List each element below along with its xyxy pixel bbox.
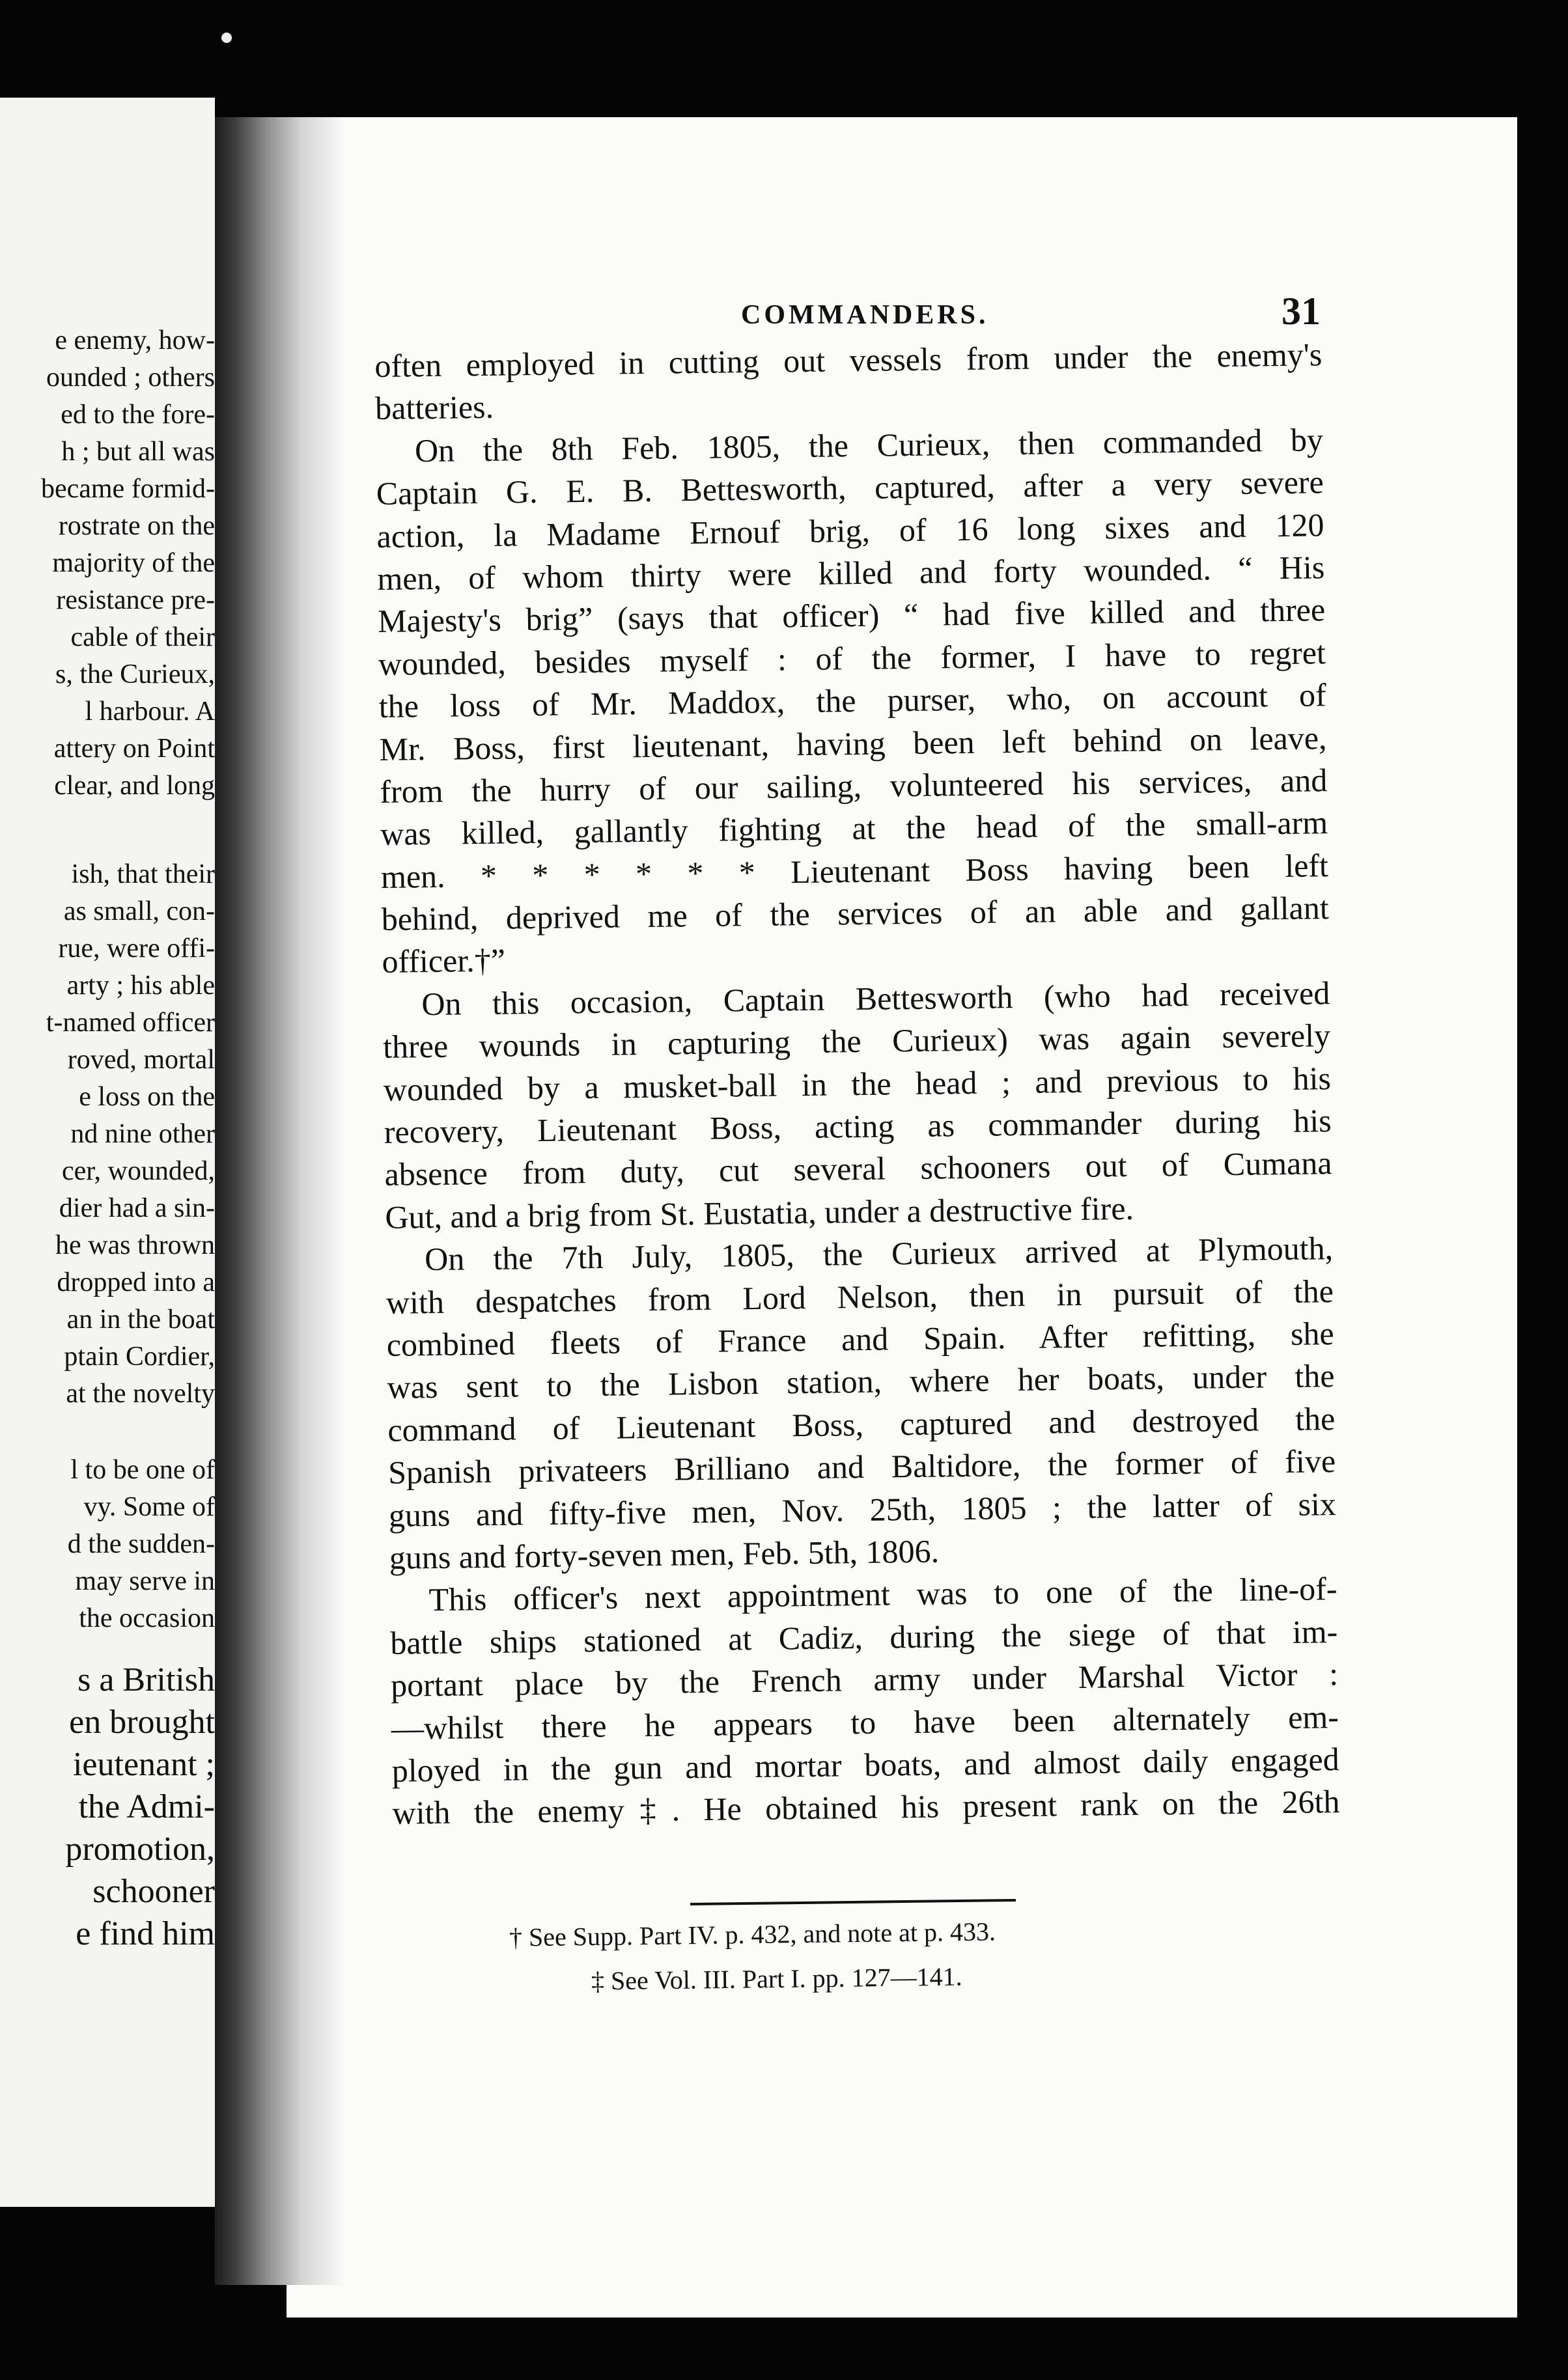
page-number: 31: [1281, 290, 1321, 333]
text-line: absence from duty, cut several schooners out of Cumana: [384, 1144, 1332, 1193]
text-line: three wounds in capturing the Curieux) was again severely: [382, 1017, 1331, 1066]
text-line: combined fleets of France and Spain. After refitting, she: [386, 1315, 1334, 1363]
left-line: may serve in: [75, 1566, 215, 1596]
text-line: men, of whom thirty were killed and forty wounded. “ His: [377, 549, 1325, 597]
text-line: guns and forty-seven men, Feb. 5th, 1806.: [389, 1532, 940, 1576]
text-line: ployed in the gun and mortar boats, and almost daily engaged: [391, 1740, 1339, 1789]
text-line: —whilst there he appears to have been alternately em-: [391, 1698, 1339, 1747]
text-line: Mr. Boss, first lieutenant, having been left behind on leave,: [379, 719, 1327, 768]
left-line: clear, and long: [54, 771, 215, 801]
footnote-2: ‡ See Vol. III. Part I. pp. 127—141.: [591, 1961, 962, 1996]
text-line: This officer's next appointment was to one of the line-of-: [428, 1570, 1337, 1618]
text-line: with despatches from Lord Nelson, then in pursuit of the: [385, 1272, 1334, 1321]
left-line: e find him: [76, 1915, 215, 1952]
left-line: ish, that their: [71, 859, 215, 889]
left-line: at the novelty: [66, 1379, 215, 1409]
left-line: promotion,: [65, 1831, 215, 1868]
left-line: cable of their: [70, 622, 215, 652]
scan-speck: [221, 33, 232, 43]
left-line: dier had a sin-: [59, 1193, 215, 1223]
text-line: from the hurry of our sailing, volunteered his services, and: [380, 762, 1328, 810]
left-line: attery on Point: [53, 734, 215, 764]
text-line: Spanish privateers Brilliano and Baltidore, the former of five: [387, 1443, 1336, 1491]
text-line: men. * * * * * * Lieutenant Boss having been left: [380, 846, 1329, 895]
text-line: was killed, gallantly fighting at the head of the small-arm: [380, 804, 1328, 853]
left-page-fragment: [0, 98, 215, 2207]
text-line: command of Lieutenant Boss, captured and destroyed the: [387, 1400, 1336, 1448]
text-line: recovery, Lieutenant Boss, acting as commander during his: [384, 1102, 1332, 1150]
left-line: d the sudden-: [67, 1529, 215, 1559]
text-line: often employed in cutting out vessels from under the enemy's: [374, 336, 1323, 384]
text-line: wounded by a musket-ball in the head ; and previous to his: [383, 1059, 1332, 1108]
text-line: the loss of Mr. Maddox, the purser, who, on account of: [378, 676, 1327, 725]
text-line: officer.†”: [382, 942, 506, 980]
text-line: guns and fifty-five men, Nov. 25th, 1805 ; the latter of six: [388, 1485, 1337, 1534]
left-line: l to be one of: [70, 1455, 215, 1485]
left-line: rostrate on the: [58, 511, 215, 541]
text-line: On the 8th Feb. 1805, the Curieux, then commanded by: [414, 421, 1324, 469]
left-line: s, the Curieux,: [55, 659, 215, 689]
text-line: batteries.: [374, 389, 494, 427]
text-line: action, la Madame Ernouf brig, of 16 long sixes and 120: [376, 506, 1324, 555]
body-text: [374, 333, 1340, 1834]
text-line: Gut, and a brig from St. Eustatia, under a destructive fire.: [385, 1189, 1134, 1236]
left-line: rue, were offi-: [58, 934, 215, 963]
book-gutter-shadow: [215, 117, 345, 2285]
left-line: an in the boat: [66, 1305, 215, 1335]
left-line: ed to the fore-: [61, 400, 215, 430]
text-line: portant place by the French army under Marshal Victor :: [390, 1655, 1339, 1704]
text-line: On this occasion, Captain Bettesworth (who had received: [421, 975, 1330, 1023]
left-line: vy. Some of: [83, 1492, 215, 1522]
running-head: COMMANDERS.: [741, 300, 989, 330]
left-line: t-named officer: [46, 1008, 215, 1038]
text-line: Captain G. E. B. Bettesworth, captured, after a very severe: [376, 464, 1324, 512]
left-line: he was thrown: [55, 1230, 215, 1260]
text-line: Majesty's brig” (says that officer) “ had five killed and three: [377, 591, 1326, 640]
text-line: wounded, besides myself : of the former, I have to regret: [378, 633, 1326, 682]
left-line: en brought: [69, 1704, 215, 1741]
left-line: ptain Cordier,: [64, 1342, 215, 1372]
left-line: the Admi-: [78, 1788, 215, 1825]
text-line: battle ships stationed at Cadiz, during the siege of that im-: [390, 1612, 1338, 1661]
text-line: behind, deprived me of the services of an able and gallant: [381, 889, 1330, 938]
left-line: ounded ; others: [46, 363, 215, 393]
footnote-1: † See Supp. Part IV. p. 432, and note at p. 433.: [509, 1916, 996, 1952]
left-line: cer, wounded,: [61, 1156, 215, 1186]
text-line: was sent to the Lisbon station, where her boats, under the: [387, 1357, 1335, 1406]
left-line: as small, con-: [63, 896, 215, 926]
left-line: e loss on the: [79, 1082, 215, 1112]
left-line: majority of the: [52, 548, 215, 578]
left-line: roved, mortal: [67, 1045, 215, 1075]
left-line: resistance pre-: [56, 585, 215, 615]
left-line: became formid-: [40, 474, 215, 504]
left-line: h ; but all was: [61, 437, 215, 467]
text-line: with the enemy‡. He obtained his present rank on the 26th: [392, 1783, 1340, 1832]
left-line: s a British: [77, 1661, 215, 1698]
text-line: On the 7th July, 1805, the Curieux arrived at Plymouth,: [424, 1230, 1334, 1278]
left-line: nd nine other: [70, 1119, 215, 1149]
left-line: the occasion: [79, 1603, 215, 1633]
left-line: dropped into a: [57, 1267, 215, 1297]
left-line: l harbour. A: [85, 697, 215, 726]
left-line: ieutenant ;: [72, 1746, 215, 1783]
left-line: schooner: [92, 1873, 215, 1910]
left-line: arty ; his able: [66, 971, 215, 1001]
left-line: e enemy, how-: [55, 325, 215, 355]
